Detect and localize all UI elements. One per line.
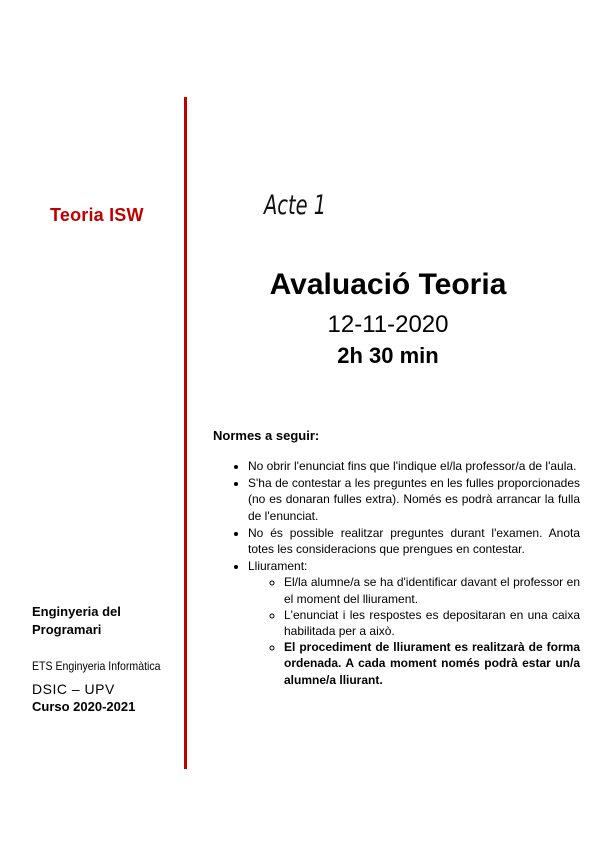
rule-item: • No és possible realitzar preguntes durant l'examen. Anota totes les consideracions que prengues en contestar.	[248, 525, 580, 557]
course-info	[32, 603, 182, 714]
academic-year: Curso 2020-2021	[32, 699, 136, 714]
rule-item: • No obrir l'enunciat fins que l'indique el/la professor/a de l'aula.	[248, 458, 580, 474]
exam-title: Avaluació Teoria	[269, 268, 507, 301]
act-label: Acte 1	[264, 190, 327, 221]
delivery-label: Lliurament:	[248, 559, 308, 574]
delivery-sublist	[248, 574, 580, 687]
rule-item-delivery	[248, 558, 580, 688]
vertical-divider	[184, 97, 187, 769]
rules-heading: Normes a seguir:	[213, 428, 320, 443]
exam-date: 12-11-2020	[327, 311, 449, 338]
rules-list	[228, 458, 580, 689]
delivery-subitem: ◦ El/la alumne/a se ha d'identificar davant el professor en el moment del lliurament.	[284, 574, 580, 606]
rule-item: • S'ha de contestar a les preguntes en les fulles proporcionades (no es donaran fulles extra). Només es podrà arrancar la fulla de l'enunciat.	[248, 475, 580, 524]
subject-title: Teoria ISW	[50, 205, 144, 225]
course-name: Enginyeria del Programari	[32, 604, 121, 637]
school-name: ETS Enginyeria Informàtica	[32, 659, 161, 673]
delivery-subitem: ◦ L'enunciat i les respostes es depositaran en una caixa habilitada per a això.	[284, 607, 580, 639]
department-name: DSIC – UPV	[32, 681, 115, 697]
exam-duration: 2h 30 min	[337, 343, 439, 368]
delivery-subitem: ◦ El procediment de lliurament es realitzarà de forma ordenada. A cada moment només podrà estar un/a alumne/a lliurant.	[284, 639, 580, 688]
